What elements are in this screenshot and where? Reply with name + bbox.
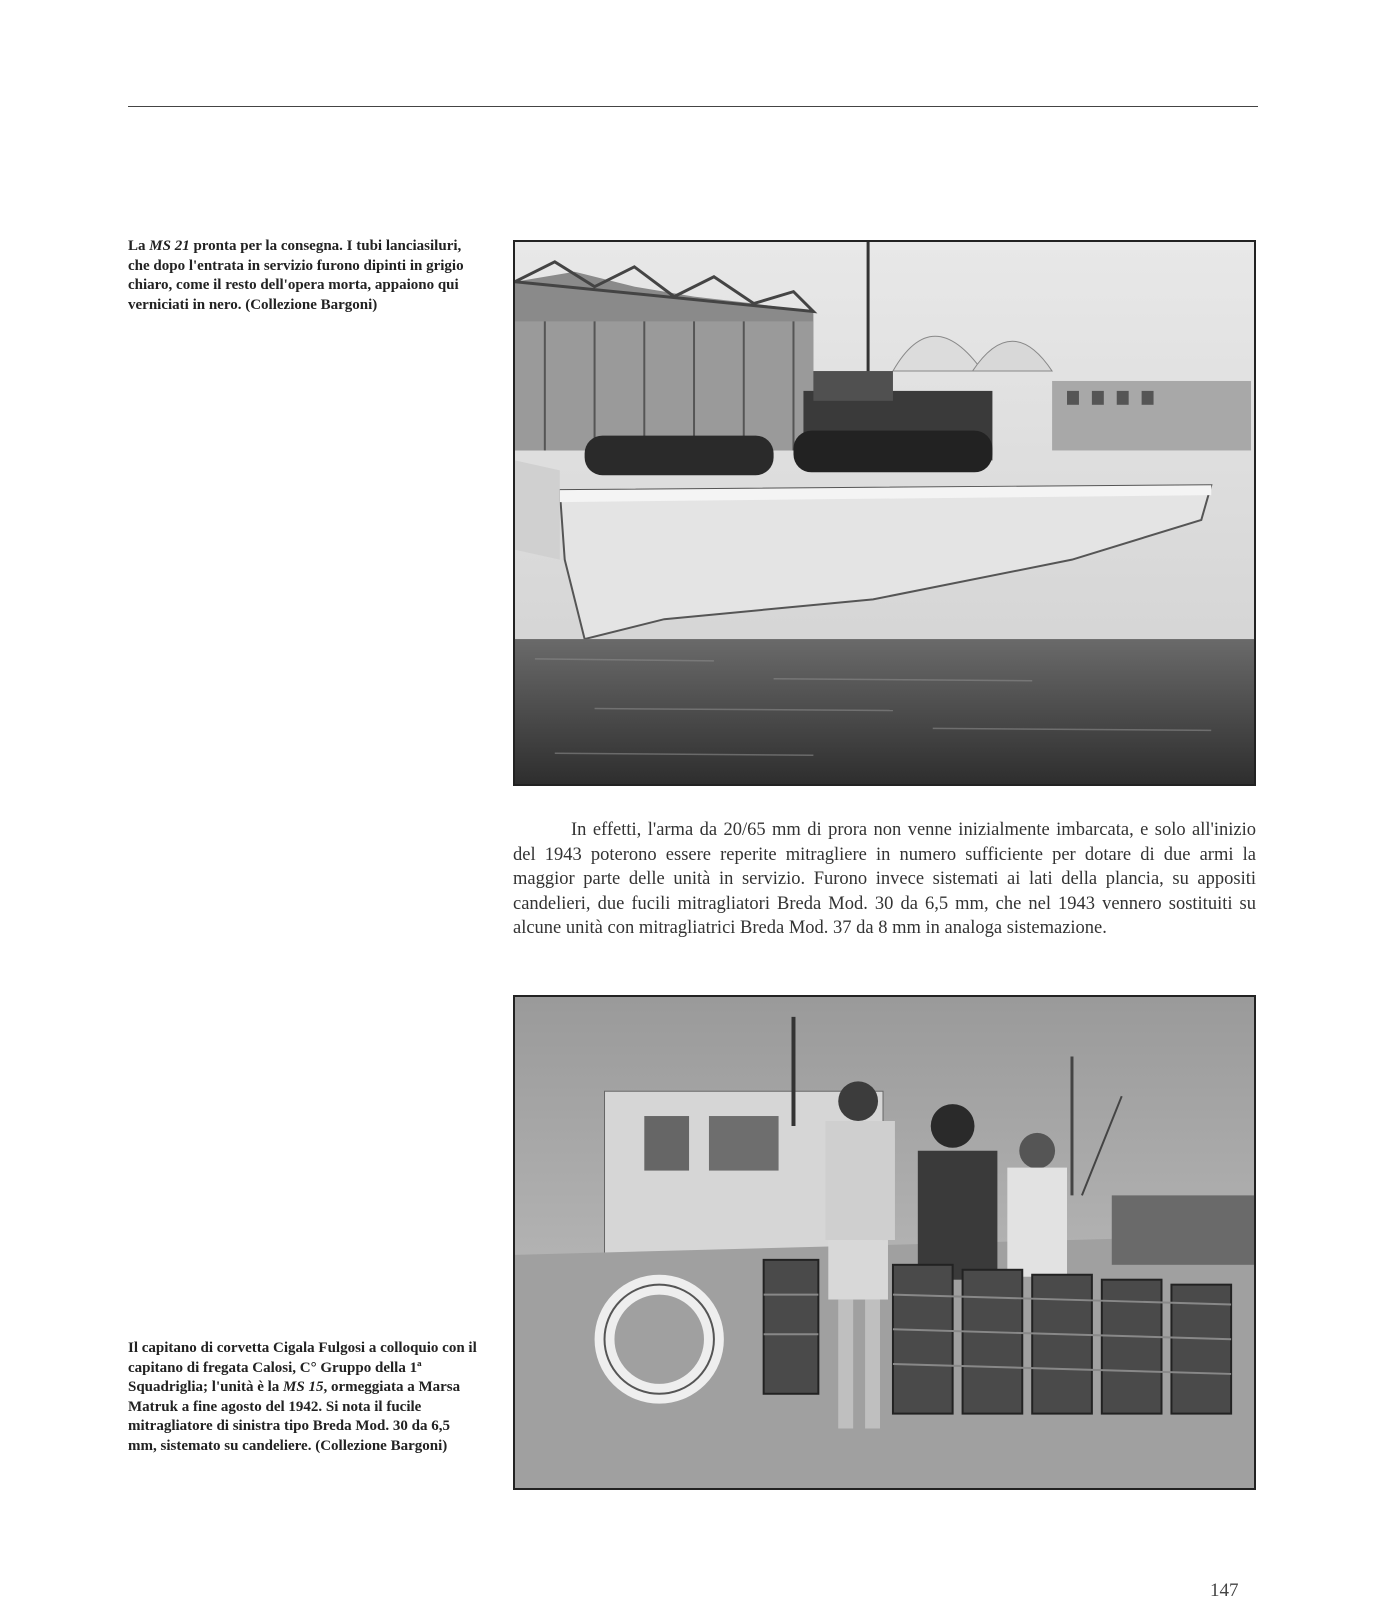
photo-ms21-shipyard bbox=[513, 240, 1256, 786]
caption-text: , ormeggiata a Marsa Matruk a fine agosto del 1942. Si nota il fucile mitragliatore di sinistra tipo Breda Mod. 30 da 6,5 mm, sistemato su candeliere. (Collezione Bargoni) bbox=[128, 1379, 461, 1454]
body-paragraph: In effetti, l'arma da 20/65 mm di prora non venne inizialmente imbarcata, e solo all'inizio del 1943 poterono essere reperite mitragliere in numero sufficiente per dotare di due armi la maggior parte delle unità in servizio. Furono invece sistemati ai lati della plancia, su appositi candelieri, due fucili mitragliatori Breda Mod. 30 da 6,5 mm, che nel 1943 vennero sostituiti su alcune unità con mitragliatrici Breda Mod. 37 da 8 mm in analoga sistemazione. bbox=[513, 820, 1256, 938]
caption-boat-name: MS 15 bbox=[283, 1379, 324, 1395]
photo-caption-ms15 bbox=[128, 1339, 480, 1456]
caption-text: pronta per la consegna. I tubi lanciasiluri, che dopo l'entrata in servizio furono dipinti in grigio chiaro, come il resto dell'opera morta, appaiono qui verniciati in nero. (Collezione Bargoni) bbox=[128, 238, 464, 313]
caption-boat-name: MS 21 bbox=[149, 238, 190, 254]
page-number: 147 bbox=[1210, 1580, 1239, 1601]
caption-prefix: La bbox=[128, 238, 150, 254]
caption-prefix: Il capitano di corvetta Cigala Fulgosi a colloquio con il capitano di fregata Calosi, C° Gruppo della 1ª Squadriglia; l'unità è la bbox=[128, 1340, 477, 1395]
photo-caption-ms21 bbox=[128, 237, 480, 315]
photo-ms15-officers bbox=[513, 995, 1256, 1490]
header-rule bbox=[128, 106, 1258, 107]
